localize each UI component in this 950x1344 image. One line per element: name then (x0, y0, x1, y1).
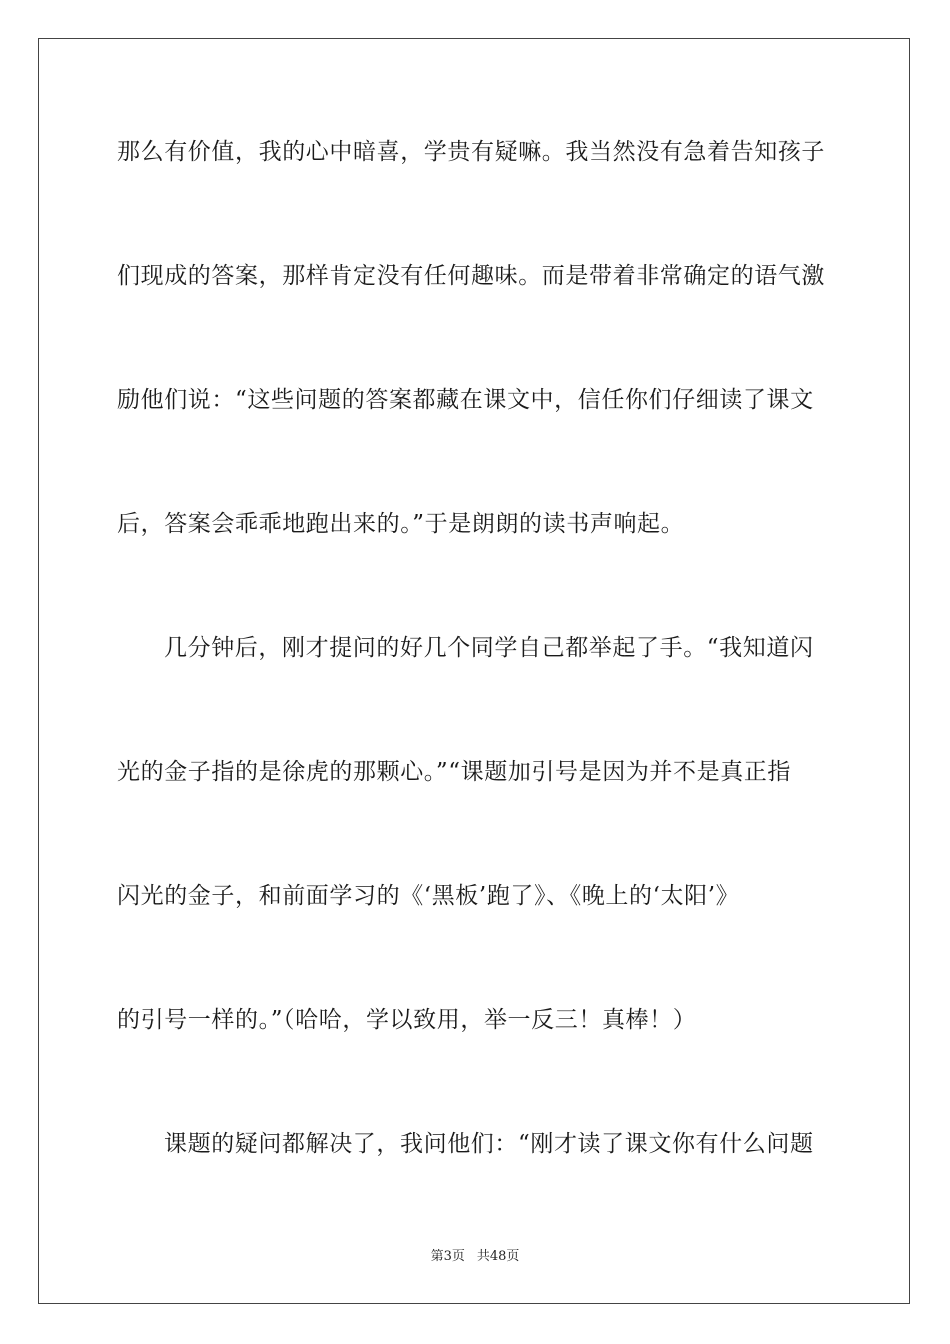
text-line-1: 那么有价值，我的心中暗喜，学贵有疑嘛。我当然没有急着告知孩子 (117, 139, 825, 165)
text-line-6: 光的金子指的是徐虎的那颗心。”“课题加引号是因为并不是真正指 (117, 759, 792, 785)
text-line-2: 们现成的答案，那样肯定没有任何趣味。而是带着非常确定的语气激 (117, 263, 825, 289)
text-line-9: 课题的疑问都解决了，我问他们：“刚才读了课文你有什么问题 (164, 1131, 814, 1157)
text-line-7: 闪光的金子，和前面学习的《‘黑板’跑了》、《晚上的‘太阳’》 (117, 883, 740, 909)
page-total: 共48页 (476, 1249, 520, 1264)
page-footer (0, 1248, 950, 1266)
text-line-4: 后，答案会乖乖地跑出来的。”于是朗朗的读书声响起。 (117, 511, 685, 537)
text-line-3: 励他们说：“这些问题的答案都藏在课文中，信任你们仔细读了课文 (117, 387, 814, 413)
text-line-5: 几分钟后，刚才提问的好几个同学自己都举起了手。“我知道闪 (164, 635, 814, 661)
text-line-8: 的引号一样的。”（哈哈，学以致用，举一反三！真棒！） (117, 1007, 697, 1033)
page-frame (38, 38, 910, 1304)
page-number: 第3页 (430, 1249, 465, 1264)
